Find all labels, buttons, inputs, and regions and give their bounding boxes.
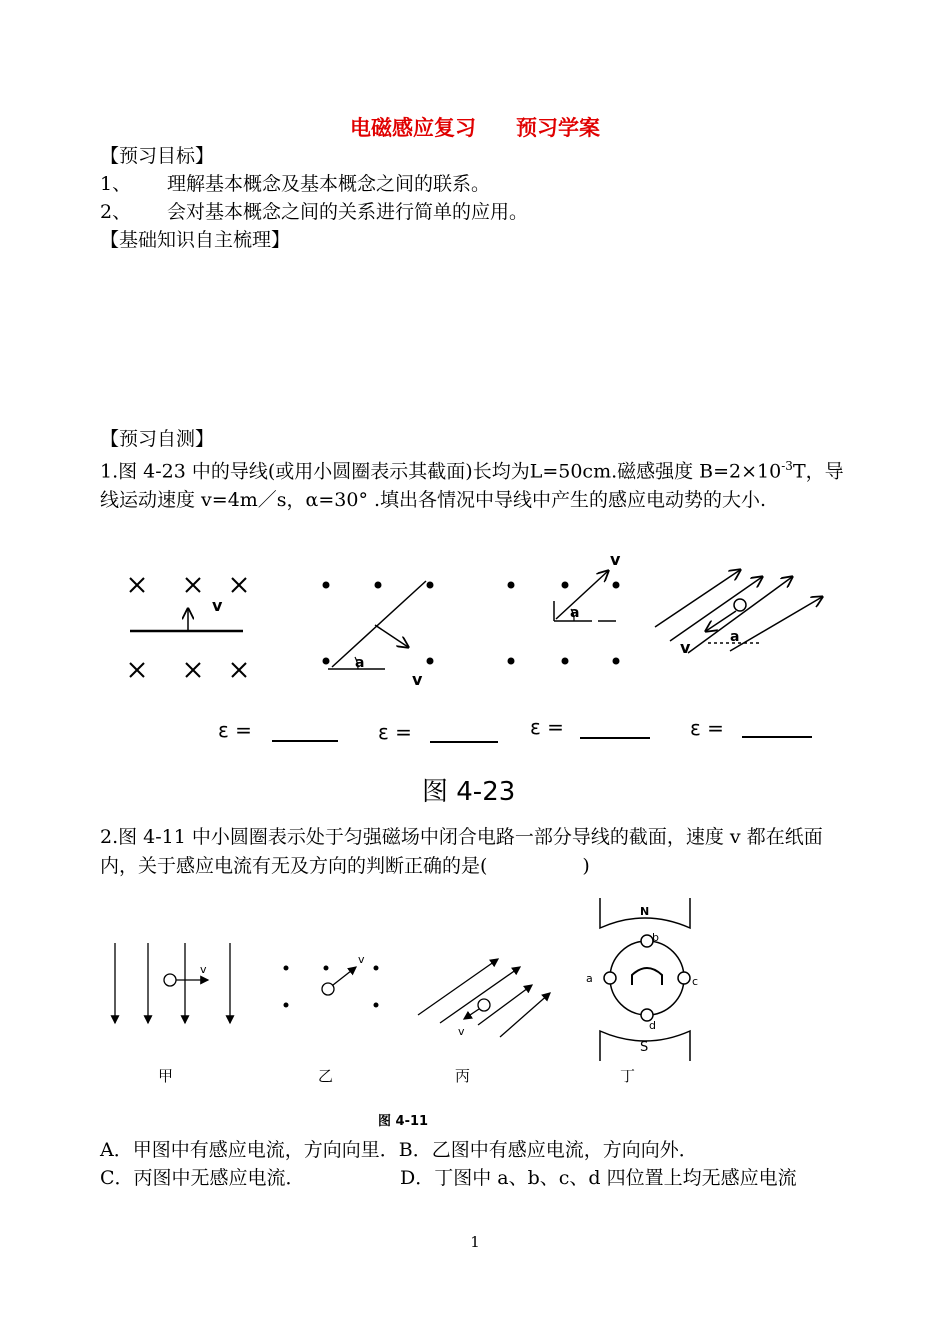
- options-row-2: [100, 1164, 797, 1192]
- dot-mark: [323, 658, 330, 665]
- dot-mark: [562, 582, 569, 589]
- wire-section: [164, 974, 176, 986]
- dot-mark: [613, 658, 620, 665]
- panel-3: [508, 571, 620, 665]
- velocity-arrow: [556, 571, 608, 619]
- panel-1: [130, 578, 246, 677]
- panel-yi: [284, 966, 379, 1008]
- v-label: v: [412, 670, 423, 689]
- v-label: v: [358, 953, 365, 966]
- alpha-label: a: [355, 655, 365, 671]
- epsilon-label: ε =: [530, 715, 564, 739]
- goal-number: 1、: [100, 173, 132, 195]
- field-line: [500, 993, 550, 1037]
- question-2: 2.图 4-11 中小圆圈表示处于匀强磁场中闭合电路一部分导线的截面，速度 v 都在纸面内，关于感应电流有无及方向的判断正确的是( ): [100, 826, 823, 877]
- v-label: v: [458, 1025, 465, 1038]
- label-ding: 丁: [620, 1067, 636, 1085]
- b-label: b: [652, 931, 659, 944]
- cross-mark: [130, 663, 144, 677]
- option-a: A．甲图中有感应电流，方向向里．: [100, 1139, 399, 1161]
- dot-mark: [374, 966, 379, 971]
- loop: [610, 941, 684, 1015]
- field-line: [688, 577, 792, 653]
- label-jia: 甲: [158, 1067, 174, 1085]
- section-goals: 【预习目标】: [100, 145, 215, 167]
- goal-text: 会对基本概念之间的关系进行简单的应用。: [167, 201, 529, 223]
- wire-section: [734, 599, 746, 611]
- page-title: [0, 112, 950, 142]
- wire: [332, 581, 426, 667]
- v-label: v: [610, 550, 621, 569]
- section-selftest: 【预习自测】: [100, 428, 215, 450]
- title-part2: 预习学案: [516, 116, 600, 140]
- d-label: d: [649, 1019, 656, 1032]
- option-d: D．丁图中 a、b、c、d 四位置上均无感应电流: [400, 1167, 797, 1189]
- label-bing: 丙: [455, 1067, 471, 1085]
- n-label: N: [640, 905, 650, 918]
- panel-2: [323, 581, 434, 669]
- dot-mark: [427, 658, 434, 665]
- a-label: a: [586, 972, 593, 985]
- title-part1: 电磁感应复习: [350, 116, 476, 140]
- field-line: [655, 570, 740, 627]
- epsilon-label: ε =: [218, 718, 252, 742]
- s-label: S: [640, 1040, 649, 1055]
- cross-mark: [186, 578, 200, 592]
- question-1: [100, 452, 855, 515]
- panel-jia: [115, 943, 230, 1023]
- q1-line2: T，导线运动速度 v=4m／s，α=30° .填出各情况中导线中产生的感应电动势的大小.: [100, 460, 844, 512]
- panel-bing: [418, 959, 550, 1037]
- dot-mark: [427, 582, 434, 589]
- options-row-1: [100, 1136, 698, 1164]
- goal-number: 2、: [100, 201, 132, 223]
- dot-mark: [284, 1003, 289, 1008]
- velocity-arrow: [464, 1009, 479, 1019]
- dot-mark: [613, 582, 620, 589]
- v-label: v: [212, 596, 223, 615]
- dot-mark: [284, 966, 289, 971]
- cross-mark: [232, 663, 246, 677]
- goal-item-2: [100, 198, 528, 226]
- field-line: [440, 967, 520, 1023]
- wire-section: [478, 999, 490, 1011]
- figure-caption: 图 4-23: [422, 777, 516, 807]
- dot-mark: [375, 582, 382, 589]
- wire-section: [322, 983, 334, 995]
- goal-text: 理解基本概念及基本概念之间的联系。: [167, 173, 491, 195]
- section-knowledge: 【基础知识自主梳理】: [100, 229, 291, 251]
- c-label: c: [692, 975, 699, 988]
- figure-4-23: [100, 545, 860, 815]
- dot-mark: [374, 1003, 379, 1008]
- page-number: 1: [470, 1233, 480, 1251]
- option-c: C．丙图中无感应电流．: [100, 1167, 305, 1189]
- velocity-arrow: [333, 967, 356, 985]
- goal-item-1: [100, 170, 490, 198]
- epsilon-label: ε =: [378, 720, 412, 744]
- v-label: v: [680, 638, 691, 657]
- figure-4-11: [100, 893, 720, 1133]
- q1-line1: 1.图 4-23 中的导线(或用小圆圈表示其截面)长均为L=50cm.磁感强度 B=2×10: [100, 460, 782, 483]
- cross-mark: [130, 578, 144, 592]
- dot-mark: [562, 658, 569, 665]
- dot-mark: [323, 582, 330, 589]
- wire-section: [678, 972, 690, 984]
- v-label: v: [200, 963, 207, 976]
- panel-ding: [600, 898, 690, 1061]
- cross-mark: [186, 663, 200, 677]
- epsilon-label: ε =: [690, 716, 724, 740]
- cross-mark: [232, 578, 246, 592]
- dot-mark: [508, 582, 515, 589]
- q1-exponent: -3: [781, 459, 793, 473]
- alpha-label: a: [730, 629, 740, 645]
- label-yi: 乙: [318, 1067, 334, 1085]
- option-b: B．乙图中有感应电流，方向向外．: [398, 1139, 698, 1161]
- alpha-label: a: [570, 605, 580, 621]
- dot-mark: [508, 658, 515, 665]
- figure-caption: 图 4-11: [378, 1114, 429, 1129]
- wire-section: [604, 972, 616, 984]
- velocity-arrow: [375, 625, 408, 647]
- dot-mark: [324, 966, 329, 971]
